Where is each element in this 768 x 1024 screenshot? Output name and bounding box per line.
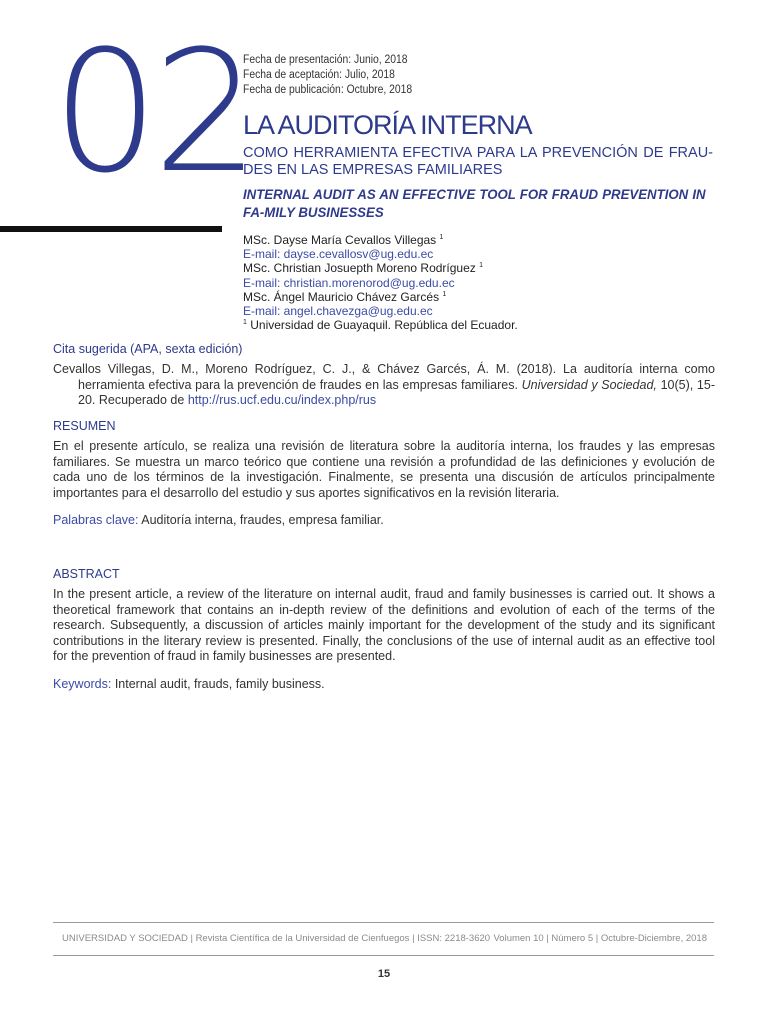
author-list bbox=[243, 233, 518, 332]
email-link[interactable]: christian.morenorod@ug.edu.ec bbox=[283, 275, 455, 290]
author-email: E-mail: dayse.cevallosv@ug.edu.ec bbox=[243, 247, 434, 262]
publication-date: Fecha de publicación: Octubre, 2018 bbox=[243, 84, 413, 96]
article-number: 02 bbox=[52, 14, 254, 210]
footer-top-rule bbox=[53, 922, 714, 923]
footer-journal-info: UNIVERSIDAD Y SOCIEDAD | Revista Científica de la Universidad de Cienfuegos | ISSN: 2218-3620 bbox=[62, 933, 491, 944]
acceptance-date: Fecha de aceptación: Julio, 2018 bbox=[243, 69, 395, 81]
article-subtitle-es: COMO HERRAMIENTA EFECTIVA PARA LA PREVENCIÓN DE FRAU-DES EN LAS EMPRESAS FAMILIARES bbox=[243, 145, 713, 178]
footer-bottom-rule bbox=[53, 955, 714, 956]
resumen-keywords: Palabras clave: Auditoría interna, fraudes, empresa familiar. bbox=[53, 513, 384, 528]
footer-volume-info: Volumen 10 | Número 5 | Octubre-Diciembre, 2018 bbox=[493, 933, 707, 944]
author-name: MSc. Christian Josuepth Moreno Rodríguez $^1$ bbox=[243, 261, 484, 276]
citation-url-link[interactable]: http://rus.ucf.edu.cu/index.php/rus bbox=[187, 393, 377, 408]
abstract-keywords: Keywords: Internal audit, frauds, family business. bbox=[53, 676, 325, 691]
resumen-text: En el presente artículo, se realiza una revisión de literatura sobre la auditoría interna, los fraudes y las empresas familiares. Se muestra un marco teórico que contiene una revisión a profundidad de las definiciones y evolución de cada uno de los términos de la investigación. Finalmente, se presenta una discusión de artículos principalmente importantes para el desarrollo del estudio y sus aportes significativos en la revisión literaria. bbox=[53, 439, 715, 500]
citation-section bbox=[53, 342, 715, 409]
resumen-section bbox=[53, 419, 715, 529]
abstract-section bbox=[53, 567, 715, 693]
article-title-en: INTERNAL AUDIT AS AN EFFECTIVE TOOL FOR FRAUD PREVENTION IN FA-MILY BUSINESSES bbox=[243, 187, 706, 220]
author-name: MSc. Dayse María Cevallos Villegas $^1$ bbox=[243, 233, 444, 247]
email-link[interactable]: dayse.cevallosv@ug.edu.ec bbox=[283, 247, 434, 262]
header-rule bbox=[0, 226, 222, 232]
resumen-heading: RESUMEN bbox=[53, 419, 116, 433]
author-email: E-mail: angel.chavezga@ug.edu.ec bbox=[243, 304, 433, 319]
article-title: LA AUDITORÍA INTERNA bbox=[243, 110, 532, 140]
presentation-date: Fecha de presentación: Junio, 2018 bbox=[243, 54, 408, 66]
affiliation: $^1$ Universidad de Guayaquil. República del Ecuador. bbox=[243, 318, 518, 333]
publication-dates bbox=[243, 53, 412, 98]
email-link[interactable]: angel.chavezga@ug.edu.ec bbox=[283, 304, 433, 319]
author-email: E-mail: christian.morenorod@ug.edu.ec bbox=[243, 275, 455, 290]
author-name: MSc. Ángel Mauricio Chávez Garcés $^1$ bbox=[243, 289, 447, 304]
citation-heading: Cita sugerida (APA, sexta edición) bbox=[53, 342, 243, 356]
page-number: 15 bbox=[377, 968, 391, 980]
abstract-text: In the present article, a review of the literature on internal audit, fraud and family businesses is carried out. It shows a theoretical framework that contains an in-depth review of the definitions and evolution of each of the terms of the research. Subsequently, a discussion of articles mainly important for the development of the study and its significant contributions in the literary review is presented. Finally, the conclusions of the use of internal audit as an effective tool for the prevention of fraud in family businesses are presented. bbox=[53, 587, 715, 664]
abstract-heading: ABSTRACT bbox=[53, 567, 120, 581]
citation-text: Cevallos Villegas, D. M., Moreno Rodríguez, C. J., & Chávez Garcés, Á. M. (2018). La auditoría interna como herramienta efectiva para la prevención de fraudes en las empresas familiares. Universidad y Sociedad, 10(5), 15-20. Recuperado de http://rus.ucf.edu.cu/index.php/rus bbox=[53, 362, 716, 408]
